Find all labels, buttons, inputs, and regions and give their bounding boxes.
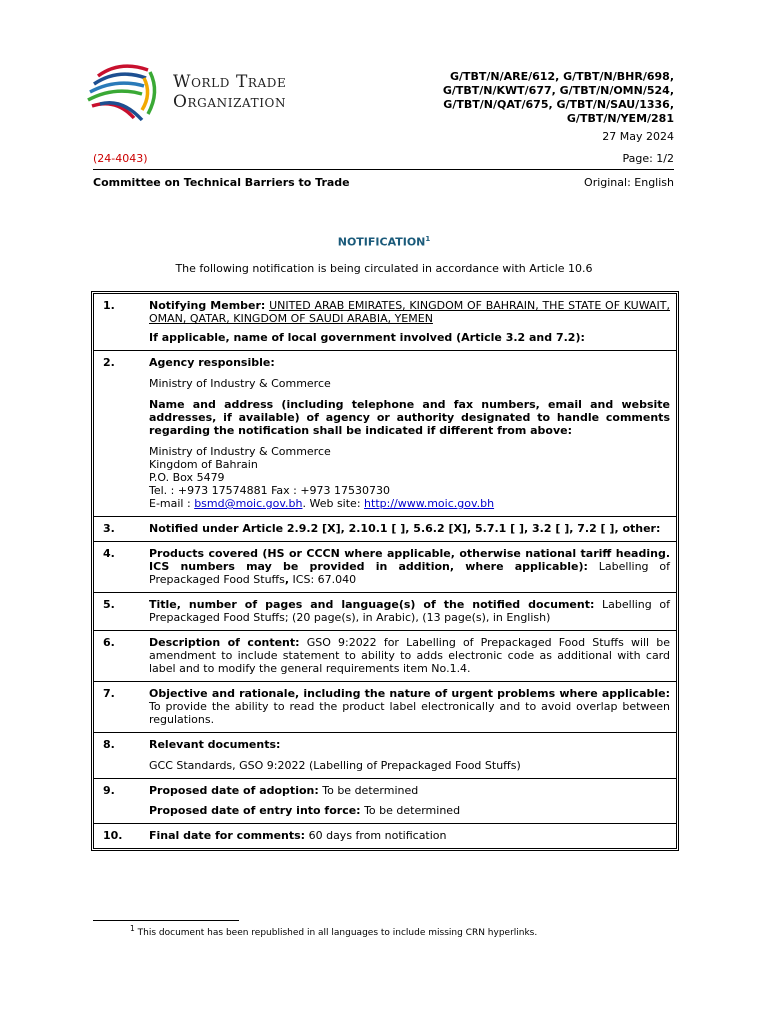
field-label: Description of content: — [149, 636, 300, 649]
field-value: 60 days from notification — [308, 829, 447, 842]
document-symbols: G/TBT/N/ARE/612, G/TBT/N/BHR/698, G/TBT/N/KWT/677, G/TBT/N/OMN/524, G/TBT/N/QAT/675, G/TBT/N/SAU/1336, G/TBT/N/YEM/281 — [442, 70, 674, 125]
table-row — [94, 593, 677, 631]
field-label: Name and address (including telephone and fax numbers, email and website addresses, if available) of agency or authority designated to handle comments regarding the notification shall be indicated if different from above: — [149, 398, 670, 437]
table-row — [94, 294, 677, 351]
row-number: 7. — [94, 682, 142, 733]
footnote-divider — [93, 920, 239, 921]
document-date: 27 May 2024 — [602, 130, 674, 143]
row-number: 4. — [94, 542, 142, 593]
footnote-text: This document has been republished in all languages to include missing CRN hyperlinks. — [137, 928, 538, 938]
page-number: Page: 1/2 — [622, 152, 674, 165]
row-content — [141, 542, 677, 593]
row-number: 1. — [94, 294, 142, 351]
field-value: To be determined — [364, 804, 461, 817]
email-label: E-mail : — [149, 497, 191, 510]
row-number: 10. — [94, 824, 142, 849]
field-value: ICS: 67.040 — [292, 573, 357, 586]
email-web-line — [149, 497, 670, 510]
wto-emblem-icon — [86, 58, 166, 128]
original-language: Original: English — [584, 176, 674, 189]
field-separator: , — [284, 573, 290, 586]
row-number: 6. — [94, 631, 142, 682]
title-text: NOTIFICATION — [337, 235, 426, 249]
row-number: 3. — [94, 517, 142, 542]
field-label: Objective and rationale, including the nature of urgent problems where applicable: — [149, 687, 670, 700]
org-name-line2: Organization — [173, 92, 287, 112]
email-link[interactable]: bsmd@moic.gov.bh — [194, 497, 303, 510]
notification-table — [91, 291, 679, 851]
field-label: Products covered (HS or CCCN where applicable, otherwise national tariff heading. ICS numbers may be provided in addition, where applicable): — [149, 547, 670, 573]
table-row — [94, 733, 677, 779]
row-content — [141, 593, 677, 631]
address-line: Kingdom of Bahrain — [149, 458, 258, 471]
intro-text: The following notification is being circulated in accordance with Article 10.6 — [175, 262, 593, 275]
table-row — [94, 824, 677, 849]
field-value: Ministry of Industry & Commerce — [149, 377, 331, 390]
row-content — [141, 294, 677, 351]
row-number: 5. — [94, 593, 142, 631]
field-label: Agency responsible: — [149, 356, 275, 369]
row-content — [141, 682, 677, 733]
document-reference: (24-4043) — [93, 152, 148, 165]
table-row — [94, 542, 677, 593]
field-value: Labelling of Prepackaged Food Stuffs — [149, 560, 670, 586]
row-number: 9. — [94, 779, 142, 824]
row-content — [141, 779, 677, 824]
contact-line: Tel. : +973 17574881 Fax : +973 17530730 — [149, 484, 391, 497]
field-value: To be determined — [322, 784, 419, 797]
field-label: Final date for comments: — [149, 829, 306, 842]
table-row — [94, 779, 677, 824]
footnote-ref[interactable]: 1 — [425, 235, 431, 243]
org-name — [173, 72, 286, 112]
row-content: Notified under Article 2.9.2 [X], 2.10.1 [ ], 5.6.2 [X], 5.7.1 [ ], 3.2 [ ], 7.2 [ ], other: — [141, 517, 677, 542]
website-link[interactable]: http://www.moic.gov.bh — [364, 497, 495, 510]
field-label: Notifying Member: — [149, 299, 266, 312]
table-row — [94, 631, 677, 682]
org-name-line1: World Trade — [173, 72, 287, 92]
field-value: GSO 9:2022 for Labelling of Prepackaged Food Stuffs will be amendment to include statement to ability to adds electronic code as additional with card label and to modify the general requirements item No.1.4. — [149, 636, 670, 675]
field-label: Relevant documents: — [149, 738, 281, 751]
row-content — [141, 351, 677, 517]
row-number: 8. — [94, 733, 142, 779]
table-row — [94, 517, 677, 542]
row-content — [141, 824, 677, 849]
field-label: Title, number of pages and language(s) of the notified document: — [149, 598, 595, 611]
field-value: UNITED ARAB EMIRATES, KINGDOM OF BAHRAIN, THE STATE OF KUWAIT, OMAN, QATAR, KINGDOM OF SAUDI ARABIA, YEMEN — [149, 299, 670, 325]
field-label: Proposed date of entry into force: — [149, 804, 361, 817]
table-row — [94, 682, 677, 733]
field-label: Proposed date of adoption: — [149, 784, 319, 797]
row-content — [141, 631, 677, 682]
row-number: 2. — [94, 351, 142, 517]
field-value: Labelling of Prepackaged Food Stuffs; (20 page(s), in Arabic), (13 page(s), in English) — [149, 598, 671, 624]
field-label: If applicable, name of local government involved (Article 3.2 and 7.2): — [149, 331, 585, 344]
table-row — [94, 351, 677, 517]
website-label: . Web site: — [302, 497, 361, 510]
header-divider — [93, 169, 674, 170]
field-value: GCC Standards, GSO 9:2022 (Labelling of Prepackaged Food Stuffs) — [149, 759, 521, 772]
footnote — [130, 924, 537, 938]
page-title — [0, 235, 768, 249]
row-content — [141, 733, 677, 779]
committee-name: Committee on Technical Barriers to Trade — [93, 176, 350, 189]
address-line: P.O. Box 5479 — [149, 471, 225, 484]
address-line: Ministry of Industry & Commerce — [149, 445, 331, 458]
footnote-mark: 1 — [130, 924, 135, 933]
field-value: To provide the ability to read the product label electronically and to avoid overlap between regulations. — [149, 700, 670, 726]
